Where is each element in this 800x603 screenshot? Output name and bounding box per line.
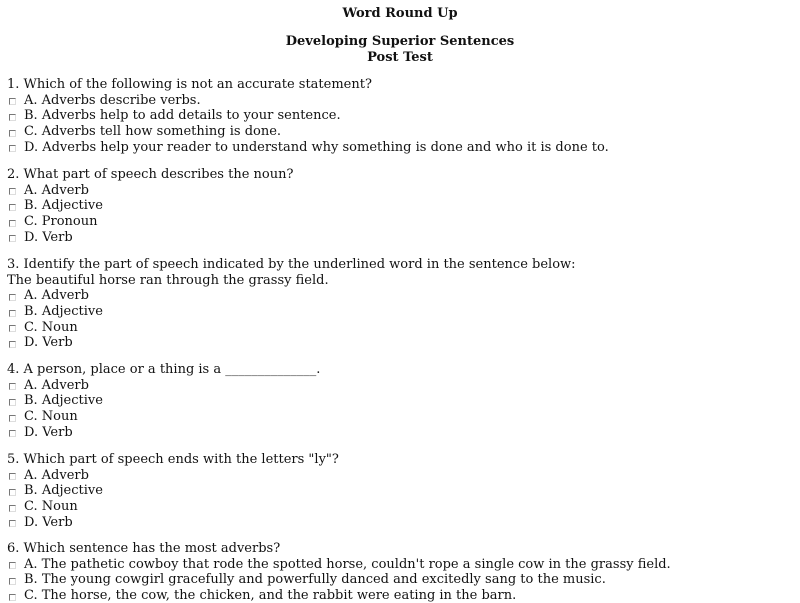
checkbox[interactable] [9, 473, 16, 480]
question-4-option-b[interactable] [7, 393, 797, 409]
checkbox[interactable] [9, 145, 16, 152]
checkbox[interactable] [9, 325, 16, 332]
question-3 [7, 257, 797, 351]
option-label: C. Noun [24, 499, 78, 515]
question-3-option-b[interactable] [7, 304, 797, 320]
checkbox[interactable] [9, 130, 16, 137]
question-4 [7, 362, 797, 440]
checkbox[interactable] [9, 383, 16, 390]
checkbox[interactable] [9, 220, 16, 227]
option-label: A. Adverbs describe verbs. [24, 92, 201, 108]
checkbox[interactable] [9, 98, 16, 105]
checkbox[interactable] [9, 505, 16, 512]
checkbox[interactable] [9, 204, 16, 211]
checkbox[interactable] [9, 341, 16, 348]
checkbox[interactable] [9, 578, 16, 585]
option-label: D. Verb [24, 229, 73, 245]
question-5-option-b[interactable] [7, 483, 797, 499]
question-2-text: 2. What part of speech describes the noun? [7, 167, 294, 182]
checkbox[interactable] [9, 415, 16, 422]
question-4-text: 4. A person, place or a thing is a ______________. [7, 362, 321, 377]
option-label: D. Verb [24, 424, 73, 440]
question-5 [7, 452, 797, 530]
option-label: D. Verb [24, 335, 73, 351]
question-4-option-c[interactable] [7, 409, 797, 425]
option-label: B. Adjective [24, 198, 103, 214]
question-3-option-c[interactable] [7, 319, 797, 335]
checkbox[interactable] [9, 430, 16, 437]
option-label: A. Adverb [24, 467, 89, 483]
option-label: C. Noun [24, 319, 78, 335]
question-6-option-b[interactable] [7, 572, 797, 588]
page-subtitle: Developing Superior Sentences [285, 34, 515, 49]
question-5-option-c[interactable] [7, 499, 797, 515]
option-label: C. The horse, the cow, the chicken, and the rabbit were eating in the barn. [24, 588, 517, 603]
page-subtitle-post-test: Post Test [367, 50, 433, 65]
question-1-option-a[interactable] [7, 93, 797, 109]
question-5-option-a[interactable] [7, 468, 797, 484]
option-label: A. Adverb [24, 182, 89, 198]
option-label: A. Adverb [24, 288, 89, 304]
option-label: C. Pronoun [24, 214, 98, 230]
option-label: A. Adverb [24, 377, 89, 393]
option-label: B. The young cowgirl gracefully and powerfully danced and excitedly sang to the music. [24, 572, 606, 588]
question-6-option-c[interactable] [7, 588, 797, 603]
option-label: C. Adverbs tell how something is done. [24, 124, 282, 140]
checkbox[interactable] [9, 489, 16, 496]
checkbox[interactable] [9, 399, 16, 406]
question-5-option-d[interactable] [7, 514, 797, 530]
checkbox[interactable] [9, 114, 16, 121]
question-3-sentence: The beautiful horse ran through the grassy field. [7, 272, 329, 288]
checkbox[interactable] [9, 562, 16, 569]
checkbox[interactable] [9, 520, 16, 527]
question-6 [7, 541, 797, 603]
option-label: D. Verb [24, 514, 73, 530]
question-4-option-d[interactable] [7, 424, 797, 440]
option-label: B. Adjective [24, 393, 103, 409]
checkbox[interactable] [9, 188, 16, 195]
checkbox[interactable] [9, 235, 16, 242]
question-2-option-b[interactable] [7, 198, 797, 214]
page-title: Word Round Up [342, 6, 458, 21]
question-1-text: 1. Which of the following is not an accurate statement? [7, 77, 372, 92]
question-2 [7, 167, 797, 245]
question-1 [7, 77, 797, 155]
option-label: D. Adverbs help your reader to understand why something is done and who it is done to. [24, 139, 609, 155]
question-3-option-a[interactable] [7, 288, 797, 304]
question-1-option-b[interactable] [7, 108, 797, 124]
question-6-option-a[interactable] [7, 557, 797, 573]
question-3-option-d[interactable] [7, 335, 797, 351]
option-label: A. The pathetic cowboy that rode the spotted horse, couldn't rope a single cow in the grassy field. [24, 556, 671, 572]
option-label: B. Adverbs help to add details to your sentence. [24, 108, 341, 124]
question-6-text: 6. Which sentence has the most adverbs? [7, 541, 281, 556]
question-2-option-c[interactable] [7, 214, 797, 230]
option-label: C. Noun [24, 409, 78, 425]
checkbox[interactable] [9, 310, 16, 317]
question-5-text: 5. Which part of speech ends with the letters "ly"? [7, 452, 339, 467]
question-2-option-d[interactable] [7, 229, 797, 245]
question-3-text: 3. Identify the part of speech indicated by the underlined word in the sentence below: [7, 257, 576, 272]
question-2-option-a[interactable] [7, 183, 797, 199]
checkbox[interactable] [9, 294, 16, 301]
question-1-option-d[interactable] [7, 139, 797, 155]
option-label: B. Adjective [24, 304, 103, 320]
question-4-option-a[interactable] [7, 378, 797, 394]
question-1-option-c[interactable] [7, 124, 797, 140]
option-label: B. Adjective [24, 483, 103, 499]
